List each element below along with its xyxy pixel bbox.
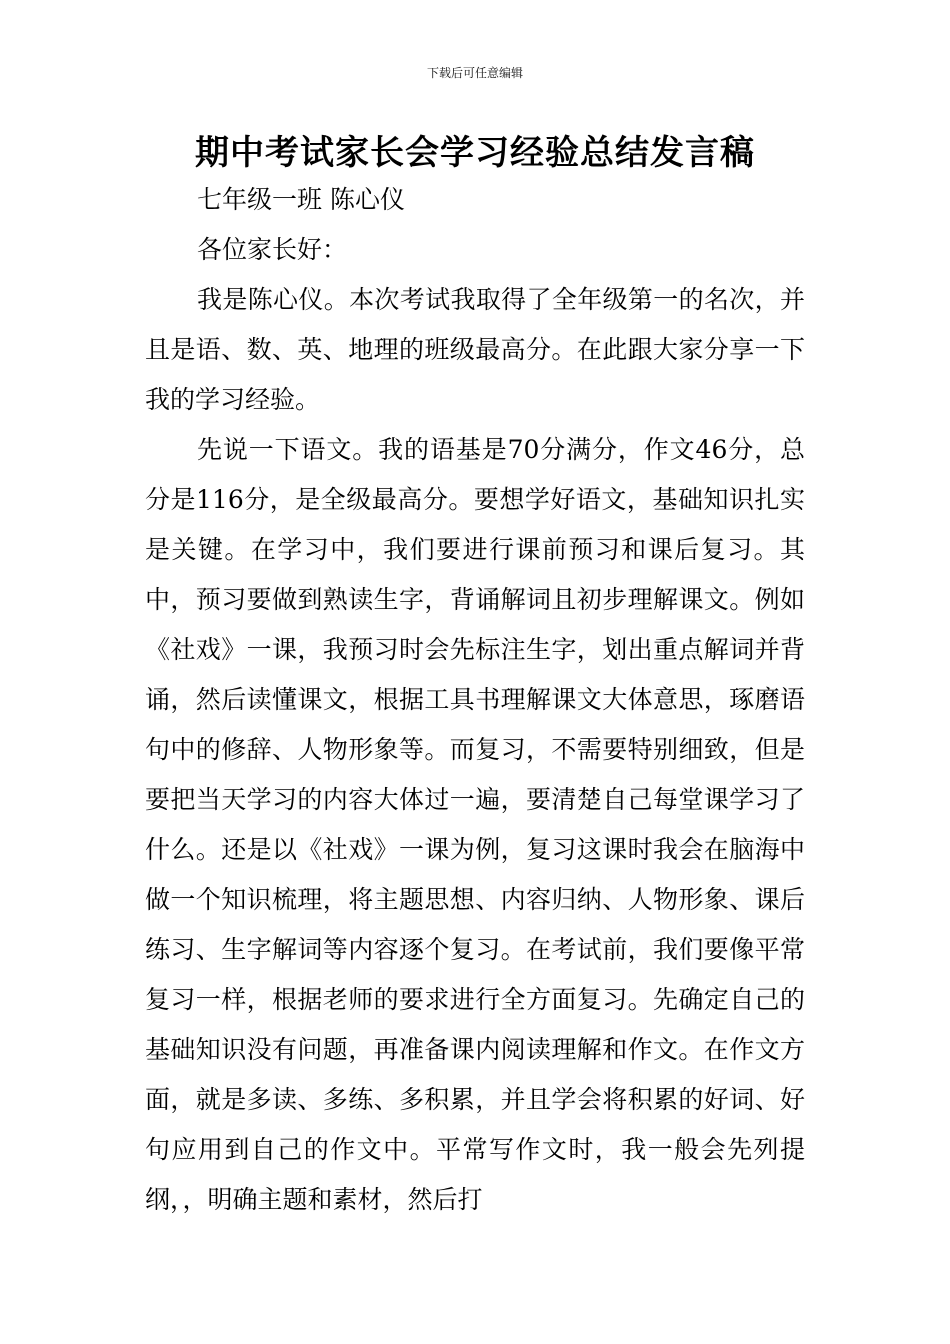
paragraph-intro: 我是陈心仪。本次考试我取得了全年级第一的名次，并且是语、数、英、地理的班级最高分。在此跟大家分享一下我的学习经验。 bbox=[145, 285, 805, 414]
header-note: 下载后可任意编辑 bbox=[426, 66, 523, 80]
author-byline: 七年级一班 陈心仪 bbox=[197, 185, 405, 214]
paragraph-chinese-study: 先说一下语文。我的语基是70分满分，作文46分，总分是116分，是全级最高分。要想学好语文，基础知识扎实是关键。在学习中，我们要进行课前预习和课后复习。其中，预习要做到熟读生字，背诵解词且初步理解课文。例如《社戏》一课，我预习时会先标注生字，划出重点解词并背诵，然后读懂课文，根据工具书理解课文大体意思，琢磨语句中的修辞、人物形象等。而复习，不需要特别细致，但是要把当天学习的内容大体过一遍，要清楚自己每堂课学习了什么。还是以《社戏》一课为例，复习这课时我会在脑海中做一个知识梳理，将主题思想、内容归纳、人物形象、课后练习、生字解词等内容逐个复习。在考试前，我们要像平常复习一样，根据老师的要求进行全方面复习。先确定自己的基础知识没有问题，再准备课内阅读理解和作文。在作文方面，就是多读、多练、多积累，并且学会将积累的好词、好句应用到自己的作文中。平常写作文时，我一般会先列提纲，，明确主题和素材，然后打 bbox=[145, 435, 805, 1214]
document-title: 期中考试家长会学习经验总结发言稿 bbox=[195, 133, 755, 173]
greeting: 各位家长好： bbox=[197, 235, 348, 264]
